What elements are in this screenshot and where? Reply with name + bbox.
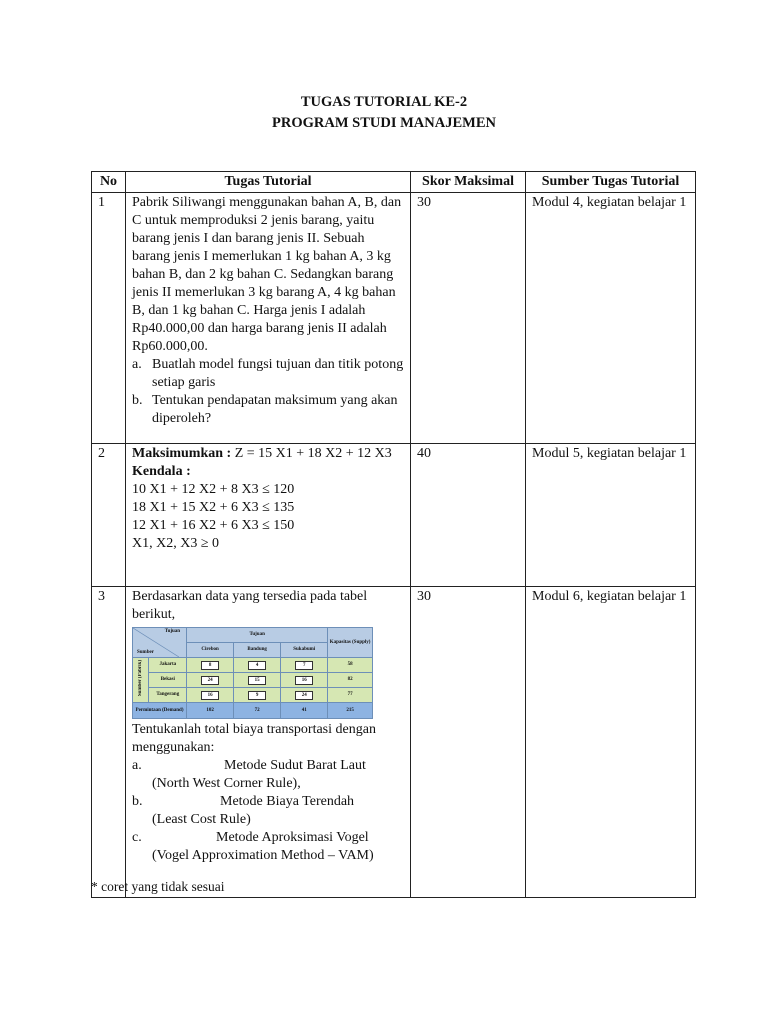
row3-task — [126, 587, 411, 898]
list-item: b. Tentukan pendapatan maksimum yang akan diperoleh? — [132, 393, 398, 426]
row1-source: Modul 4, kegiatan belajar 1 — [526, 193, 696, 444]
transport-cost-cell: 9 — [234, 688, 281, 703]
transport-capacity-header: Kapasitas (Supply) — [328, 628, 373, 658]
list-item: c. Metode Aproksimasi Vogel (Vogel Approximation Method – VAM) — [132, 830, 374, 863]
table-row — [92, 587, 696, 898]
transport-cost-cell: 16 — [187, 688, 234, 703]
row1-task — [126, 193, 411, 444]
row2-objective: Maksimumkan : Z = 15 X1 + 18 X2 + 12 X3 — [132, 446, 392, 461]
transport-dest-2: Bandung — [234, 643, 281, 658]
tutorial-table — [91, 171, 696, 898]
transport-cost-cell: 4 — [234, 658, 281, 673]
transport-demand-1: 102 — [187, 703, 234, 719]
row3-question: Tentukanlah total biaya transportasi dengan menggunakan: — [132, 722, 376, 755]
row2-source: Modul 5, kegiatan belajar 1 — [526, 444, 696, 587]
transport-cost-cell: 7 — [281, 658, 328, 673]
transport-source-3: Tangerang — [149, 688, 187, 703]
table-row — [92, 193, 696, 444]
row1-score: 30 — [411, 193, 526, 444]
transport-supply-3: 77 — [328, 688, 373, 703]
list-item: a. Buatlah model fungsi tujuan dan titik potong setiap garis — [132, 357, 404, 390]
row2-score: 40 — [411, 444, 526, 587]
header-source: Sumber Tugas Tutorial — [526, 172, 696, 193]
header-task: Tugas Tutorial — [126, 172, 411, 193]
row1-items — [132, 356, 404, 428]
transport-cost-cell: 15 — [234, 673, 281, 688]
title-line-2: PROGRAM STUDI MANAJEMEN — [272, 115, 496, 131]
row1-no: 1 — [92, 193, 126, 444]
transport-demand-label: Permintaan (Demand) — [133, 703, 187, 719]
transport-source-1: Jakarta — [149, 658, 187, 673]
transport-supply-1: 58 — [328, 658, 373, 673]
table-header-row — [92, 172, 696, 193]
transport-dest-1: Cirebon — [187, 643, 234, 658]
row2-task — [126, 444, 411, 587]
header-no: No — [92, 172, 126, 193]
row3-intro: Berdasarkan data yang tersedia pada tabel berikut, — [132, 589, 368, 622]
row2-no: 2 — [92, 444, 126, 587]
row1-text: Pabrik Siliwangi menggunakan bahan A, B, dan C untuk memproduksi 2 jenis barang, yaitu barang jenis I dan barang jenis II. Sebuah barang jenis I memerlukan 1 kg bahan A, 3 kg bahan B, dan 2 kg bahan C. Sedangkan barang jenis II memerlukan 3 kg barang A, 4 kg bahan B, dan 1 kg bahan C. Harga jenis I adalah Rp40.000,00 dan harga barang jenis II adalah Rp60.000,00. — [132, 195, 402, 354]
transport-cost-cell: 8 — [187, 658, 234, 673]
transport-supply-2: 82 — [328, 673, 373, 688]
transport-demand-3: 41 — [281, 703, 328, 719]
transport-dest-header: Tujuan — [187, 628, 328, 643]
transport-dest-3: Sukabumi — [281, 643, 328, 658]
transport-source-2: Bekasi — [149, 673, 187, 688]
title-line-1: TUGAS TUTORIAL KE-2 — [300, 94, 468, 110]
row3-no: 3 — [92, 587, 126, 898]
constraint-2: 18 X1 + 15 X2 + 6 X3 ≤ 135 — [132, 500, 295, 515]
footnote: * coret yang tidak sesuai — [91, 879, 225, 894]
header-score: Skor Maksimal — [411, 172, 526, 193]
transport-cost-cell: 24 — [187, 673, 234, 688]
list-item: b. Metode Biaya Terendah (Least Cost Rule) — [132, 794, 355, 827]
transport-cost-cell: 16 — [281, 673, 328, 688]
transport-table — [132, 627, 373, 719]
transport-source-group: Sumber (Pabrik) — [133, 658, 149, 703]
row2-constraint-label: Kendala : — [132, 464, 191, 479]
constraint-3: 12 X1 + 16 X2 + 6 X3 ≤ 150 — [132, 518, 295, 533]
transport-total: 215 — [328, 703, 373, 719]
row3-score: 30 — [411, 587, 526, 898]
constraint-1: 10 X1 + 12 X2 + 8 X3 ≤ 120 — [132, 482, 295, 497]
transport-cost-cell: 24 — [281, 688, 328, 703]
constraint-4: X1, X2, X3 ≥ 0 — [132, 536, 220, 551]
transport-corner: Tujuan Sumber — [133, 628, 187, 658]
document-title — [0, 92, 768, 134]
table-row — [92, 444, 696, 587]
list-item: a. Metode Sudut Barat Laut (North West Corner Rule), — [132, 758, 366, 791]
row3-source: Modul 6, kegiatan belajar 1 — [526, 587, 696, 898]
transport-demand-2: 72 — [234, 703, 281, 719]
